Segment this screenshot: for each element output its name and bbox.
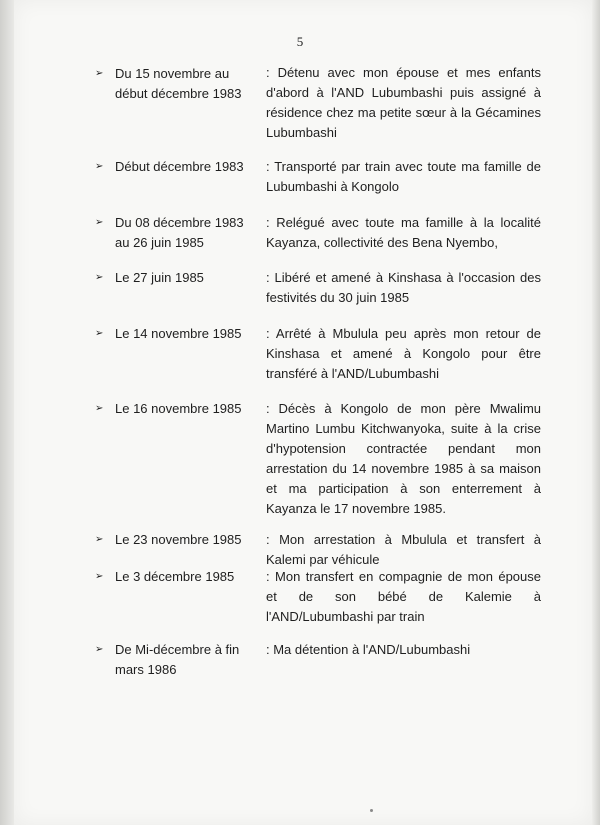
entry-description: : Mon transfert en compagnie de mon épouse et de son bébé de Kalemie à l'AND/Lubumbashi par train [266, 569, 541, 624]
arrow-bullet-icon: ➢ [95, 272, 104, 283]
arrow-bullet-icon: ➢ [95, 571, 104, 582]
entry-date: Du 15 novembre au début décembre 1983 [115, 66, 242, 101]
entry-description: : Décès à Kongolo de mon père Mwalimu Martino Lumbu Kitchwanyoka, suite à la crise d'hypotension contractée pendant mon arrestation du 14 novembre 1985 à sa maison et ma participation à son enterrement à Kayanza le 17 novembre 1985. [266, 401, 541, 516]
arrow-bullet-icon: ➢ [95, 161, 104, 172]
page-left-edge [0, 0, 14, 825]
entry-date: Le 16 novembre 1985 [115, 401, 242, 416]
arrow-bullet-icon: ➢ [95, 403, 104, 414]
entry-description: : Détenu avec mon épouse et mes enfants d'abord à l'AND Lubumbashi puis assigné à résidence chez ma petite sœur à la Gécamines Lubumbashi [266, 65, 541, 140]
entry-description: : Transporté par train avec toute ma famille de Lubumbashi à Kongolo [266, 159, 541, 194]
arrow-bullet-icon: ➢ [95, 644, 104, 655]
entry-date: Le 3 décembre 1985 [115, 569, 235, 584]
arrow-bullet-icon: ➢ [95, 328, 104, 339]
entry-description: : Mon arrestation à Mbulula et transfert à Kalemi par véhicule [266, 532, 541, 567]
page-speck [370, 809, 373, 812]
arrow-bullet-icon: ➢ [95, 217, 104, 228]
entry-date: Du 08 décembre 1983 au 26 juin 1985 [115, 215, 244, 250]
entry-date: Début décembre 1983 [115, 159, 244, 174]
page-number: 5 [296, 34, 304, 49]
entry-date: De Mi-décembre à fin mars 1986 [115, 642, 240, 677]
entry-date: Le 27 juin 1985 [115, 270, 204, 285]
entry-description: : Ma détention à l'AND/Lubumbashi [266, 642, 471, 657]
entry-date: Le 14 novembre 1985 [115, 326, 242, 341]
arrow-bullet-icon: ➢ [95, 534, 104, 545]
page-right-edge [592, 0, 600, 825]
entry-date: Le 23 novembre 1985 [115, 532, 242, 547]
entry-description: : Arrêté à Mbulula peu après mon retour de Kinshasa et amené à Kongolo pour être transféré à l'AND/Lubumbashi [266, 326, 541, 381]
entry-description: : Libéré et amené à Kinshasa à l'occasion des festivités du 30 juin 1985 [266, 270, 541, 305]
entry-description: : Relégué avec toute ma famille à la localité Kayanza, collectivité des Bena Nyembo, [266, 215, 541, 250]
arrow-bullet-icon: ➢ [95, 68, 104, 79]
